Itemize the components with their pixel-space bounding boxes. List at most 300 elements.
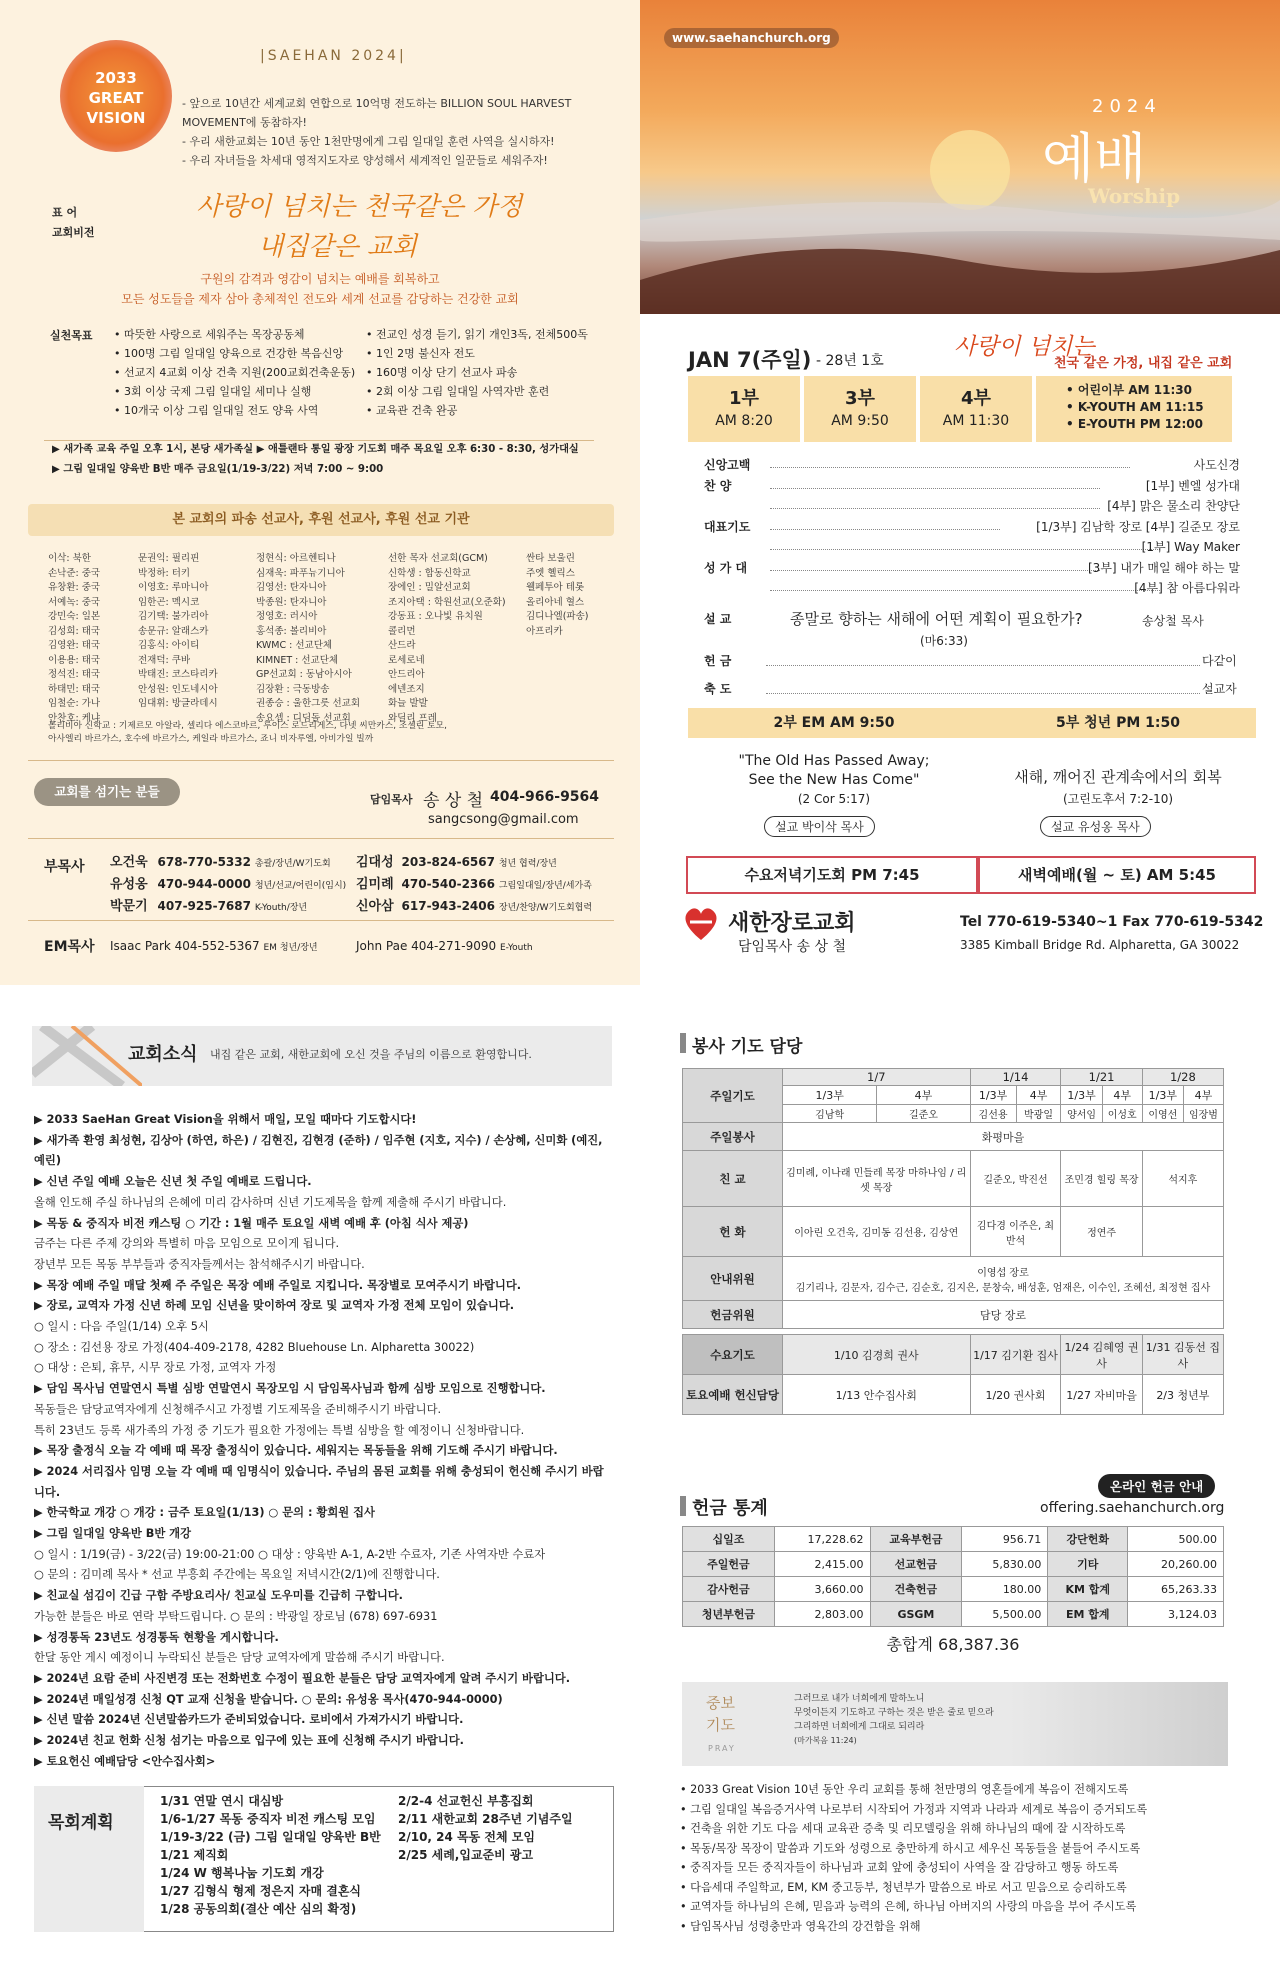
news-item: ▶ 2024년 친교 헌화 신청 섬기는 마음으로 입구에 있는 표에 신청해 주시기 바랍니다. [34, 1734, 464, 1748]
mission-entry: 조지아택 : 학원선교(오준화) [388, 596, 506, 608]
em-preacher: 설교 박이삭 목사 [764, 816, 875, 837]
youth-item: • E-YOUTH PM 12:00 [1066, 417, 1203, 431]
assoc-role: K-Youth/장년 [254, 903, 308, 913]
mission-entry: 김영완: 태국 [48, 640, 101, 651]
news-subtitle: 내집 같은 교회, 새한교회에 오신 것을 주님의 이름으로 환영합니다. [210, 1048, 532, 1061]
offering-amount: 5,500.00 [962, 1602, 1048, 1627]
label-vision: 교회비전 [52, 226, 95, 239]
mission-entry: 선한 목자 선교회(GCM) [388, 553, 488, 564]
wed-service-box: 수요저녁기도회 PM 7:45 [686, 856, 978, 894]
date-col: 1/7 [783, 1069, 971, 1086]
date-col: 1/14 [970, 1069, 1061, 1086]
order-value: [1/3부] 김남학 장로 [4부] 길준모 장로 [1036, 519, 1240, 534]
service-col: 4부 [1016, 1086, 1061, 1105]
news-item: ▶ 2024 서리집사 임명 오늘 각 예배 때 임명식이 있습니다. 주님의 몸된 교회를 위해 충성되이 헌신해 주시기 바랍니다. [34, 1464, 604, 1499]
mission-entry: 안성원: 인도네시아 [138, 683, 218, 695]
service-col: 4부 [1183, 1086, 1223, 1105]
mission-entry: 박태진: 코스타리카 [138, 669, 218, 680]
mission-entry: 김기택: 불가리아 [138, 611, 209, 622]
goal-item: • 교육관 건축 완공 [366, 404, 458, 417]
mission-entry: 김성희: 태국 [48, 625, 101, 637]
motto-line: 천국 같은 가정, 내집 같은 교회 [1054, 356, 1233, 371]
intercession-title [706, 1692, 735, 1736]
mission-entry: 임한곤: 멕시코 [138, 596, 200, 608]
mission-entry: 김영선: 탄자니아 [256, 582, 327, 593]
mission-entry: 유창환: 중국 [48, 582, 101, 593]
order-row [704, 579, 1240, 599]
plan-item: 1/6-1/27 목동 중직자 비전 캐스팅 모임 [160, 1812, 376, 1826]
verse-line: 무엇이든지 기도하고 구하는 것은 받은 줄로 믿으라 [794, 1708, 994, 1718]
prayer-item: • 그림 일대일 복음증거사역 나로부터 시작되어 가정과 지역과 나라과 세계로 복음이 증거되도록 [680, 1802, 1148, 1816]
date-col: 1/28 [1142, 1069, 1223, 1086]
flower-row-label: 헌 화 [683, 1207, 783, 1257]
badge-line2: VISION [86, 109, 146, 127]
mission-entry: 김디나엘(파송) [526, 611, 589, 622]
service-name: 4부 [961, 388, 991, 409]
offer-value: 담당 장로 [783, 1301, 1224, 1329]
offering-amount: 5,830.00 [962, 1552, 1048, 1577]
usher-cell [783, 1257, 1224, 1301]
em-pastor2 [356, 939, 533, 953]
service-time: AM 11:30 [942, 413, 1010, 429]
offering-amount: 3,660.00 [774, 1577, 870, 1602]
offering-category: 감사헌금 [683, 1577, 775, 1602]
em-pastor2-text: John Pae 404-271-9090 [356, 939, 497, 953]
goal-item: • 선교지 4교회 이상 건축 지원(200교회건축운동) [114, 366, 356, 379]
order-label: 대표기도 [704, 519, 751, 534]
assoc-role: 장년/찬양/W기도회협력 [498, 903, 593, 913]
news-item: 장년부 모든 목동 부부들과 중직자들께서는 참석해주시기 바랍니다. [34, 1257, 365, 1271]
intercession-title-line: 중보 [706, 1694, 735, 1712]
assoc-list-left [110, 852, 346, 918]
goal-item: • 1인 2명 불신자 전도 [366, 347, 475, 360]
news-item: ▶ 2024년 요람 준비 사진변경 또는 전화번호 수정이 필요한 분들은 담당 교역자에게 알려 주시기 바랍니다. [34, 1671, 570, 1685]
order-value: [4부] 맑은 물소리 찬양단 [1107, 499, 1240, 513]
prayer-item: • 중직자들 모든 중직자들이 하나님과 교회 앞에 충성되이 사역을 잘 감당하고 행동 하도록 [680, 1861, 1119, 1874]
mission-entry: 로세로네 [388, 654, 425, 666]
offering-label: 헌 금 [704, 654, 732, 668]
cross-ornament [32, 1026, 142, 1086]
pastor-email[interactable]: sangcsong@gmail.com [428, 812, 579, 827]
assoc-name: 김대성 [356, 855, 394, 870]
assoc-name: 신아삼 [356, 899, 394, 914]
news-item: 특히 23년도 등록 새가족의 가정 중 기도가 필요한 가정에는 특별 심방을 할 예정이니 신청바랍니다. [34, 1423, 525, 1437]
service-name: 3부 [845, 388, 875, 409]
mission-entry: 김홍식: 아이티 [138, 640, 200, 651]
news-item: 올해 인도해 주실 하나님의 은혜에 미리 감사하며 신년 기도제목을 함께 제출해 주시기 바랍니다. [34, 1195, 507, 1209]
flower-cell: 이아린 오건욱, 김미동 김선용, 김상연 [783, 1207, 971, 1257]
goal-item: • 100명 그림 일대일 양육으로 건강한 복음신앙 [114, 347, 344, 360]
offering-category: KM 합계 [1048, 1577, 1128, 1602]
service-col: 1/3부 [783, 1086, 877, 1105]
offering-category: EM 합계 [1048, 1602, 1128, 1627]
motto-line1: 사랑이 넘치는 천국같은 가정 [196, 192, 523, 222]
vision-desc2: 모든 성도들을 제자 삼아 총체적인 전도와 세계 선교를 감당하는 건강한 교회 [121, 292, 519, 306]
church-name: 새한장로교회 [728, 911, 856, 936]
label-goals: 실천목표 [50, 329, 93, 342]
mission-entry: 와딜리 프레 [388, 712, 437, 724]
plan-title: 목회계획 [48, 1813, 114, 1833]
offering-table [682, 1526, 1224, 1627]
order-label: 찬 양 [704, 478, 732, 493]
missions-title: 본 교회의 파송 선교사, 후원 선교사, 후원 선교 기관 [28, 504, 614, 536]
prayer-name: 길준오 [877, 1105, 970, 1123]
plan-item: 2/11 새한교회 28주년 기념주일 [398, 1812, 573, 1826]
goal-item: • 3회 이상 국제 그림 일대일 세미나 실행 [114, 385, 312, 398]
service-1 [688, 376, 800, 442]
offering-amount: 17,228.62 [774, 1527, 870, 1552]
mission-entry: 이용용: 태국 [48, 654, 101, 666]
fellow-cell: 석지후 [1142, 1151, 1223, 1207]
worship-english: Worship [1088, 184, 1181, 208]
church-tel: Tel 770-619-5340~1 Fax 770-619-5342 [960, 914, 1264, 930]
plan-item: 2/2-4 선교헌신 부흥집회 [398, 1794, 534, 1808]
mission-entry: 콜리먼 [388, 625, 416, 637]
servants-label: 교회를 섬기는 분들 [34, 778, 180, 806]
sermon-label: 설 교 [704, 612, 732, 626]
prayer-item: • 목동/목장 목장이 말씀과 기도와 성령으로 충만하게 하시고 세우신 목동들을 붙들어 주시도록 [680, 1841, 1141, 1855]
flower-cell [1142, 1207, 1223, 1257]
serve-row-label: 주일봉사 [683, 1123, 783, 1151]
motto-script: 사랑이 넘치는 [954, 334, 1095, 360]
mission-entry: 정현식: 아르헨티나 [256, 553, 336, 564]
mission-entry: 안드리아 [388, 669, 425, 680]
news-item: 가능한 분들은 바로 연락 부탁드립니다. ○ 문의 : 박광일 장로님 (678) 697-6931 [34, 1609, 438, 1623]
offering-value: 다같이 [1202, 654, 1237, 668]
goal-item: • 따뜻한 사랑으로 세워주는 목장공동체 [114, 328, 305, 341]
missions-footer [48, 720, 447, 746]
em-pastor2-role: E-Youth [500, 943, 533, 953]
badge-line1: GREAT [88, 89, 144, 107]
order-row [704, 456, 1240, 476]
news-item: ▶ 목동 & 중직자 비전 캐스팅 ○ 기간 : 1월 매주 토요일 새벽 예배 후 (아침 식사 제공) [34, 1216, 469, 1230]
mission-entry: 하태민: 태국 [48, 683, 101, 695]
prayer-row-label: 주일기도 [683, 1069, 783, 1123]
goal-item: • 2회 이상 그림 일대일 사역자반 훈련 [366, 385, 550, 398]
mission-entry: 장에인 : 밀알선교회 [388, 582, 471, 593]
wed-cell: 1/31 김동선 집사 [1142, 1335, 1223, 1375]
news-item: 금주는 다른 주제 강의와 특별히 마음 모임으로 모이게 됩니다. [34, 1237, 340, 1251]
news-item: ▶ 2033 SaeHan Great Vision을 위해서 매일, 모일 때마다 기도합시다! [34, 1113, 417, 1126]
mission-entry: 심재욱: 파푸뉴기니아 [256, 567, 345, 579]
youth-sermon-ref: (고린도후서 7:2-10) [1062, 792, 1174, 806]
order-value: 사도신경 [1193, 458, 1240, 472]
mission-entry: 박종원: 탄자니아 [256, 596, 327, 608]
assoc-list-right [356, 852, 592, 918]
plan-item: 1/19-3/22 (금) 그림 일대일 양육반 B반 [160, 1830, 381, 1844]
goal-item: • 10개국 이상 그림 일대일 전도 양육 사역 [114, 404, 319, 417]
usher-lead: 이영섭 장로 [977, 1267, 1029, 1279]
goals-right [366, 325, 588, 420]
assoc-role: 총괄/장년/W기도회 [254, 859, 331, 869]
mission-entry: 이삭: 북한 [48, 553, 91, 564]
assoc-phone: 203-824-6567 [401, 855, 495, 869]
sat-cell: 2/3 청년부 [1142, 1375, 1223, 1415]
date-col: 1/21 [1061, 1069, 1142, 1086]
goal-item: • 전교인 성경 듣기, 읽기 개인3독, 전체500독 [366, 328, 588, 341]
offering-amount: 956.71 [962, 1527, 1048, 1552]
news-item: ○ 일시 : 다음 주일(1/14) 오후 5시 [34, 1320, 209, 1334]
mission-entry: GP선교회 : 동남아시아 [256, 669, 352, 680]
offering-category: GSGM [870, 1602, 962, 1627]
edu-line2: ▶ 그림 일대일 양육반 B반 매주 금요일(1/19-3/22) 저녁 7:00 ~ 9:00 [52, 464, 384, 475]
order-row [704, 497, 1240, 517]
service-name: 1부 [729, 388, 759, 409]
order-row [704, 518, 1240, 538]
mission-entry: 박정하: 터키 [138, 567, 191, 579]
usher-row-label: 안내위원 [683, 1257, 783, 1301]
order-row [704, 477, 1240, 497]
em-service-bar: 2부 EM AM 9:50 [688, 708, 980, 738]
blessing-label: 축 도 [704, 682, 732, 696]
mission-entry: 서예녹: 중국 [48, 596, 101, 608]
fellow-cell: 김미례, 이나래 민들레 목장 마하나임 / 리셋 목장 [783, 1151, 971, 1207]
news-item: ▶ 신년 말씀 2024년 신년말씀카드가 준비되었습니다. 로비에서 가져가시기 바랍니다. [34, 1713, 464, 1727]
order-label: 신앙고백 [704, 458, 751, 472]
assoc-phone: 470-944-0000 [157, 877, 251, 891]
mission-entry: 안찬호: 케냐 [48, 712, 101, 724]
prayer-item: • 교역자들 하나님의 은혜, 믿음과 능력의 은혜, 하나님 아버지의 사랑의 마음을 부어 주시도록 [680, 1900, 1137, 1913]
mission-entry: 올리아네 혈스 [526, 596, 585, 608]
flower-cell: 정연주 [1061, 1207, 1142, 1257]
website-url[interactable]: www.saehanchurch.org [664, 28, 839, 48]
mission-entry: 정석진: 태국 [48, 669, 101, 680]
news-item: ○ 장소 : 김선용 장로 가정(404-409-2178, 4282 Bluehouse Ln. Alpharetta 30022) [34, 1340, 475, 1354]
service-4 [920, 376, 1032, 442]
church-logo-icon [682, 906, 718, 942]
assoc-name: 오건욱 [110, 855, 148, 870]
vision-line: - 우리 자녀들을 차세대 영적지도자로 양성해서 세계적인 일꾼들로 세워주자! [182, 154, 548, 167]
mission-entry: 임철순: 가나 [48, 698, 101, 709]
verse-line: 그러므로 내가 너희에게 말하노니 [794, 1694, 925, 1704]
intercession-verse [794, 1692, 994, 1748]
mission-entry: 산드라 [388, 640, 416, 651]
plan-item: 2/25 세례,입교준비 광고 [398, 1848, 534, 1862]
prayer-name: 임장범 [1183, 1105, 1223, 1123]
sermon-title: 종말로 향하는 새해에 어떤 계획이 필요한가? [790, 610, 1083, 628]
church-pastor: 담임목사 송 상 철 [738, 939, 847, 955]
service-3 [804, 376, 916, 442]
dawn-service-box: 새벽예배(월 ~ 토) AM 5:45 [978, 856, 1256, 894]
mission-entry: 에넨조지 [388, 683, 425, 695]
wed-cell: 1/10 김경희 권사 [783, 1335, 971, 1375]
offering-category: 강단헌화 [1048, 1527, 1128, 1552]
flower-cell: 김다경 이주은, 최반석 [970, 1207, 1061, 1257]
blessing-value: 설교자 [1202, 682, 1237, 696]
news-item: ○ 문의 : 김미례 목사 * 선교 부흥회 주간에는 목요일 저녁시간(2/1)에 진행합니다. [34, 1568, 440, 1582]
em-pastor1-text: Isaac Park 404-552-5367 [110, 939, 260, 953]
vision-desc1: 구원의 감격과 영감이 넘치는 예배를 회복하고 [200, 272, 440, 286]
edu-line1: ▶ 새가족 교육 주일 오후 1시, 본당 새가족실 ▶ 애틀랜타 통일 광장 기도회 매주 목요일 오후 6:30 - 8:30, 성가대실 [52, 444, 579, 455]
offering-amount: 2,415.00 [774, 1552, 870, 1577]
news-item: ▶ 새가족 환영 최성현, 김상아 (하연, 하은) / 김현진, 김현경 (준하) / 임주현 (지호, 지수) / 손상혜, 신미화 (예진, 예린) [34, 1133, 603, 1168]
em-pastor1 [110, 939, 318, 953]
offering-category: 건축헌금 [870, 1577, 962, 1602]
em-sermon-ref: (2 Cor 5:17) [797, 792, 871, 806]
online-offering-url[interactable]: offering.saehanchurch.org [1040, 1500, 1225, 1516]
vision-line: - 우리 새한교회는 10년 동안 1천만명에게 그림 일대일 훈련 사역을 실시하자! [182, 135, 555, 148]
badge-year: 2033 [95, 69, 137, 87]
mission-entry: 화늘 발발 [388, 698, 428, 709]
mission-entry: 정영호: 러시아 [256, 611, 318, 622]
offering-category: 십일조 [683, 1527, 775, 1552]
youth-preacher: 설교 유성옹 목사 [1040, 816, 1151, 837]
prayer-item: • 2033 Great Vision 10년 동안 우리 교회를 통해 천만명의 영혼들에게 복음이 전해지도록 [680, 1783, 1129, 1796]
mission-entry: 손낙준: 중국 [48, 567, 101, 579]
news-item: ○ 일시 : 1/19(금) - 3/22(금) 19:00-21:00 ○ 대상 : 양육반 A-1, A-2반 수료자, 기존 사역자반 수료자 [34, 1547, 546, 1561]
verse-line: (마가복음 11:24) [794, 1736, 857, 1745]
plan-item: 1/28 공동의회(결산 예산 심의 확정) [160, 1902, 357, 1916]
news-list [34, 1110, 614, 1773]
vision-panel [0, 0, 640, 985]
pastor-title: 담임목사 [370, 793, 413, 806]
wed-row-label: 수요기도 [683, 1335, 783, 1375]
assoc-phone: 617-943-2406 [401, 899, 495, 913]
wed-cell: 1/24 김혜영 권사 [1061, 1335, 1142, 1375]
assoc-name: 김미례 [356, 877, 394, 892]
youth-sermon: 새해, 깨어진 관계속에서의 회복 [1014, 768, 1222, 786]
prayer-item: • 건축을 위한 기도 다음 세대 교육관 증축 및 리모델링을 위해 하나님의 때에 잘 시작하도록 [680, 1822, 1126, 1835]
assoc-role: 청년/선교/어린이(임시) [254, 881, 347, 891]
em-sermon-line: See the New Has Come" [748, 772, 920, 788]
missions-col3 [256, 552, 360, 726]
mission-entry: 홍석종: 볼리비아 [256, 625, 327, 637]
duty-table [682, 1068, 1224, 1415]
mission-entry: 송요셉 : 디딤돌 선교회 [256, 712, 351, 724]
service-col: 4부 [877, 1086, 970, 1105]
pastor-phone: 404-966-9564 [490, 789, 600, 805]
service-col: 1/3부 [970, 1086, 1016, 1105]
intercession-title-line: 기도 [706, 1716, 735, 1734]
service-time: AM 8:20 [715, 413, 773, 429]
service-time: AM 9:50 [831, 413, 889, 429]
news-item: ▶ 토요헌신 예배담당 <안수집사회> [34, 1754, 216, 1768]
offering-total: 총합계 68,387.36 [886, 1635, 1020, 1654]
mission-entry: 이영호: 루마니아 [138, 582, 209, 593]
sat-row-label: 토요예배 헌신담당 [683, 1375, 783, 1415]
worship-panel [640, 0, 1280, 985]
fellow-row-label: 친 교 [683, 1151, 783, 1207]
em-sermon-line: "The Old Has Passed Away; [738, 753, 930, 769]
news-item: ▶ 2024년 매일성경 신청 QT 교재 신청을 받습니다. ○ 문의: 유성옹 목사(470-944-0000) [34, 1692, 503, 1706]
mission-entry: 전재덕: 쿠바 [138, 654, 191, 666]
plan-left-list [160, 1792, 381, 1918]
missions-foot-line: 볼리비아 신학교 : 기제르모 아알라, 셀리다 에스코바르, 루이스 로드리게스, 다넷 씨만카스, 조셀린 토모, [48, 721, 447, 731]
youth-services [1036, 376, 1232, 442]
assoc-role: 청년 협력/장년 [498, 859, 557, 869]
offering-category: 청년부헌금 [683, 1602, 775, 1627]
mission-entry: 문권익: 필리핀 [138, 553, 200, 564]
news-item: ▶ 신년 주일 예배 오늘은 신년 첫 주일 예배로 드립니다. [34, 1175, 312, 1189]
offering-category: 선교헌금 [870, 1552, 962, 1577]
duty-title: 봉사 기도 담당 [692, 1037, 803, 1057]
assoc-phone: 678-770-5332 [157, 855, 251, 869]
mission-entry: 신학생 : 합동신학교 [388, 567, 471, 579]
prayer-item: • 다음세대 주일학교, EM, KM 중고등부, 청년부가 말씀으로 바로 서고 믿음으로 승리하도록 [680, 1880, 1127, 1894]
great-vision-badge [60, 40, 172, 152]
youth-service-bar: 5부 청년 PM 1:50 [980, 708, 1256, 738]
prayer-item: • 담임목사님 성령충만과 영육간의 강건함을 위해 [680, 1919, 921, 1933]
order-value: [3부] 내가 매일 해야 하는 말 [1088, 560, 1240, 575]
mission-entry: 김장환 : 극동방송 [256, 683, 330, 695]
sermon-ref: (마6:33) [920, 634, 968, 648]
wed-cell: 1/17 김기환 집사 [970, 1335, 1061, 1375]
offering-amount: 3,124.03 [1128, 1602, 1224, 1627]
bulletin-date: JAN 7(주일) [688, 348, 812, 372]
youth-item: • K-YOUTH AM 11:15 [1066, 400, 1204, 414]
plan-item: 1/31 연말 연시 대심방 [160, 1794, 284, 1808]
em-sermon [688, 752, 980, 809]
online-offering-button[interactable]: 온라인 헌금 안내 [1098, 1474, 1215, 1498]
offering-title: 헌금 통계 [692, 1498, 768, 1519]
news-panel [0, 990, 640, 1977]
news-item: ▶ 한국학교 개강 ○ 개강 : 금주 토요일(1/13) ○ 문의 : 황희원 집사 [34, 1506, 375, 1520]
offering-category: 기타 [1048, 1552, 1128, 1577]
fellow-cell: 조민경 힐링 목장 [1061, 1151, 1142, 1207]
assoc-label: 부목사 [44, 859, 85, 875]
prayer-name: 김선용 [970, 1105, 1016, 1123]
sat-cell: 1/13 안수집사회 [783, 1375, 971, 1415]
order-value: [1부] 벤엘 성가대 [1145, 478, 1240, 493]
mission-entry: 송문규: 알래스카 [138, 625, 209, 637]
mission-entry: 웰페투아 테롯 [526, 582, 585, 593]
prayer-name: 이성호 [1102, 1105, 1142, 1123]
prayer-name: 양서임 [1061, 1105, 1102, 1123]
mission-entry: KWMC : 선교단체 [256, 640, 333, 651]
pastor-name: 송 상 철 [423, 791, 484, 811]
plan-item: 1/27 김형식 형제 정은지 자매 결혼식 [160, 1884, 362, 1898]
offering-amount: 500.00 [1128, 1527, 1224, 1552]
mission-entry: 강동표 : 오나빛 유치원 [388, 611, 483, 622]
order-row [704, 538, 1240, 558]
motto-line2: 내집같은 교회 [258, 232, 417, 262]
plan-item: 1/24 W 행복나눔 기도회 개강 [160, 1866, 324, 1880]
missions-foot-line: 아사엘리 바르가스, 호수에 바르가스, 케일라 바르가스, 죠니 비자루엘, 아비가일 빌까 [48, 734, 374, 744]
prayer-name: 박광일 [1016, 1105, 1061, 1123]
prayer-name: 김남학 [783, 1105, 877, 1123]
prayer-list [680, 1780, 1240, 1936]
mission-entry: 아프리카 [526, 625, 563, 637]
label-motto: 표 어 [52, 206, 78, 219]
offering-category: 주일헌금 [683, 1552, 775, 1577]
news-item: 한달 동안 게시 예정이니 누락되신 분들은 담당 교역자에게 말씀해 주시기 바랍니다. [34, 1651, 445, 1665]
verse-line: 그리하면 너희에게 그대로 되리라 [794, 1722, 925, 1732]
news-item: 목동들은 담당교역자에게 신청해주시고 가정별 기도제목을 준비해주시기 바랍니다. [34, 1402, 442, 1416]
mission-entry: 임대휘: 방글라데시 [138, 698, 218, 709]
mission-entry: 주엣 헬릭스 [526, 567, 575, 579]
assoc-role: 그림일대일/장년/세가족 [498, 881, 592, 891]
offering-amount: 2,803.00 [774, 1602, 870, 1627]
news-item: ▶ 담임 목사님 연말연시 특별 심방 연말연시 목장모임 시 담임목사님과 함께 심방 모임으로 진행합니다. [34, 1382, 546, 1396]
offering-category: 교육부헌금 [870, 1527, 962, 1552]
prayer-name: 이영선 [1142, 1105, 1183, 1123]
missions-col5 [526, 552, 588, 639]
saehan-header: |SAEHAN 2024| [260, 48, 407, 64]
church-address: 3385 Kimball Bridge Rd. Alpharetta, GA 30022 [960, 938, 1240, 952]
plan-item: 2/10, 24 목동 전체 모임 [398, 1830, 535, 1844]
assoc-phone: 470-540-2366 [401, 877, 495, 891]
news-item: ▶ 장로, 교역자 가정 신년 하례 모임 신년을 맞이하여 장로 및 교역자 가정 전체 모임이 있습니다. [34, 1299, 515, 1313]
assoc-name: 유성옹 [110, 877, 148, 892]
assoc-name: 박문기 [110, 899, 148, 914]
vision-line: - 앞으로 10년간 세계교회 연합으로 10억명 전도하는 BILLION SOUL HARVEST MOVEMENT에 동참하자! [182, 97, 572, 129]
order-value: [4부] 참 아름다워라 [1134, 581, 1240, 595]
fellow-cell: 길준오, 박진선 [970, 1151, 1061, 1207]
em-label: EM목사 [44, 939, 95, 955]
news-item: ▶ 성경통독 23년도 성경통독 현황을 게시합니다. [34, 1630, 279, 1644]
youth-item: • 어린이부 AM 11:30 [1066, 383, 1192, 397]
news-item: ▶ 그림 일대일 양육반 B반 개강 [34, 1527, 192, 1541]
